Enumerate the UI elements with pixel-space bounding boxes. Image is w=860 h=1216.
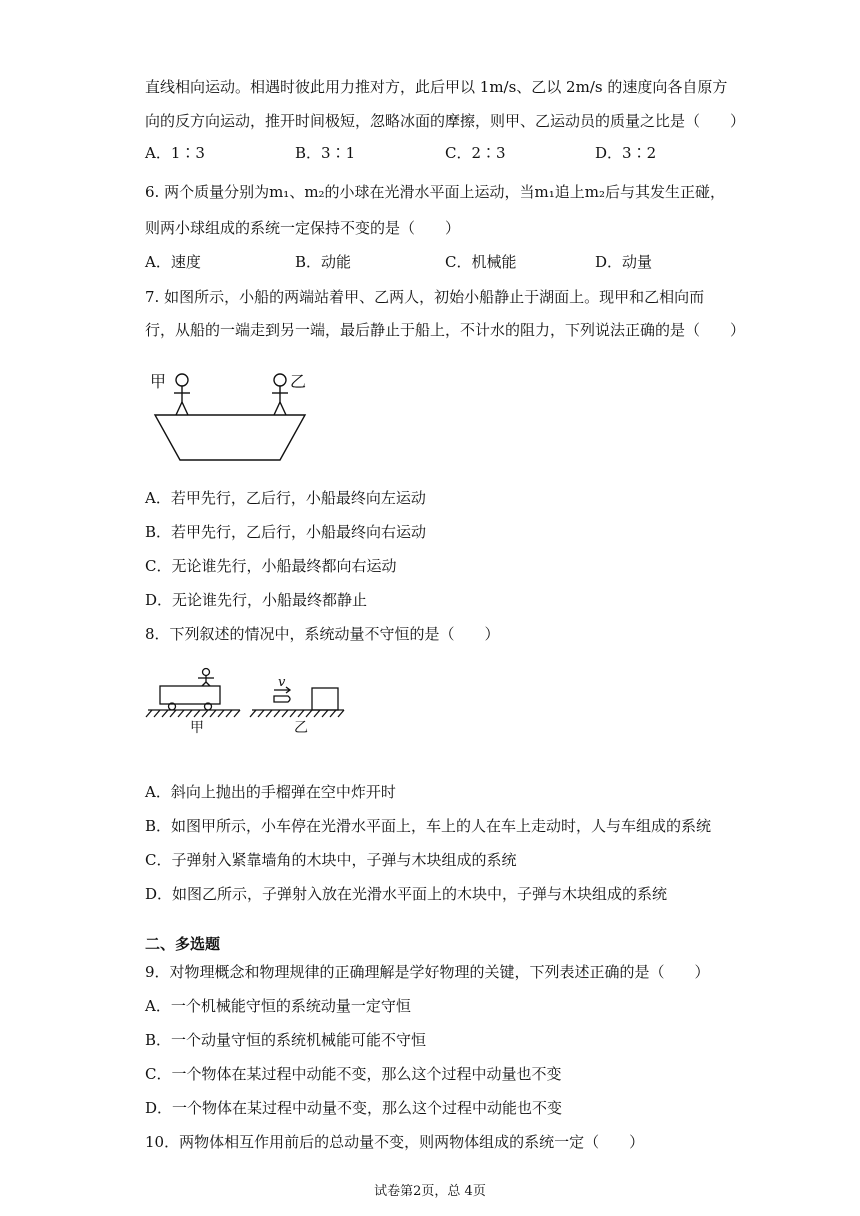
figure-label-yi-q8: 乙 [294, 720, 308, 736]
q9-text-line1: 9．对物理概念和物理规律的正确理解是学好物理的关键，下列表述正确的是（ ） [145, 963, 710, 981]
q9-option-b: B．一个动量守恒的系统机械能可能不守恒 [145, 1031, 427, 1049]
q7-boat-figure [140, 360, 320, 470]
cart-figure [146, 669, 240, 718]
q8-option-d: D．如图乙所示，子弹射入放在光滑水平面上的木块中，子弹与木块组成的系统 [145, 885, 668, 903]
q10-text-line1: 10．两物体相互作用前后的总动量不变，则两物体组成的系统一定（ ） [145, 1133, 645, 1151]
section-title-multiple-choice: 二、多选题 [145, 935, 221, 953]
q9-option-c: C．一个物体在某过程中动能不变，那么这个过程中动量也不变 [145, 1065, 562, 1083]
q7-option-c: C．无论谁先行，小船最终都向右运动 [145, 557, 397, 575]
q8-option-c: C．子弹射入紧靠墙角的木块中，子弹与木块组成的系统 [145, 851, 517, 869]
q9-option-d: D．一个物体在某过程中动量不变，那么这个过程中动能也不变 [145, 1099, 563, 1117]
q8-figure [140, 660, 360, 740]
ground-hatch-right [250, 710, 344, 717]
q7-option-a: A．若甲先行，乙后行，小船最终向左运动 [145, 489, 426, 507]
figure-label-jia: 甲 [150, 372, 167, 391]
q6-text-line2: 则两小球组成的系统一定保持不变的是（ ） [145, 219, 461, 237]
q6-option-a: A．速度 [145, 253, 201, 271]
q5-text-line1: 直线相向运动。相遇时彼此用力推对方，此后甲以 1m/s、乙以 2m/s 的速度向各自原方 [145, 78, 728, 96]
q8-text-line1: 8．下列叙述的情况中，系统动量不守恒的是（ ） [145, 625, 500, 643]
q8-option-b: B．如图甲所示，小车停在光滑水平面上，车上的人在车上走动时，人与车组成的系统 [145, 817, 712, 835]
q5-option-c: C．2∶3 [445, 144, 506, 162]
q5-option-d: D．3∶2 [595, 144, 657, 162]
q5-text-line2: 向的反方向运动，推开时间极短，忽略冰面的摩擦，则甲、乙运动员的质量之比是（ ） [145, 112, 746, 130]
person-yi [272, 374, 288, 415]
q7-option-d: D．无论谁先行，小船最终都静止 [145, 591, 368, 609]
bullet-block-figure [250, 687, 344, 717]
q7-option-b: B．若甲先行，乙后行，小船最终向右运动 [145, 523, 427, 541]
figure-label-jia-q8: 甲 [190, 720, 204, 736]
q6-text-line1: 6. 两个质量分别为m₁、m₂的小球在光滑水平面上运动，当m₁追上m₂后与其发生正碰， [145, 183, 726, 201]
velocity-label: v [278, 675, 286, 690]
q5-option-a: A．1∶3 [145, 144, 205, 162]
q7-text-line1: 7. 如图所示，小船的两端站着甲、乙两人，初始小船静止于湖面上。现甲和乙相向而 [145, 288, 705, 306]
q8-option-a: A．斜向上抛出的手榴弹在空中炸开时 [145, 783, 396, 801]
figure-label-yi: 乙 [290, 372, 307, 391]
q6-option-d: D．动量 [595, 253, 653, 271]
q5-options [145, 143, 765, 163]
person-jia [174, 374, 190, 415]
ground-hatch-left [146, 710, 240, 717]
q6-options [145, 252, 765, 272]
page-footer: 试卷第2页，总 4页 [374, 1184, 486, 1199]
q5-option-b: B．3∶1 [295, 144, 356, 162]
q6-option-c: C．机械能 [445, 253, 517, 271]
q6-option-b: B．动能 [295, 253, 352, 271]
boat-hull [155, 415, 305, 460]
q7-text-line2: 行，从船的一端走到另一端，最后静止于船上，不计水的阻力，下列说法正确的是（ ） [145, 321, 746, 339]
q9-option-a: A．一个机械能守恒的系统动量一定守恒 [145, 997, 411, 1015]
